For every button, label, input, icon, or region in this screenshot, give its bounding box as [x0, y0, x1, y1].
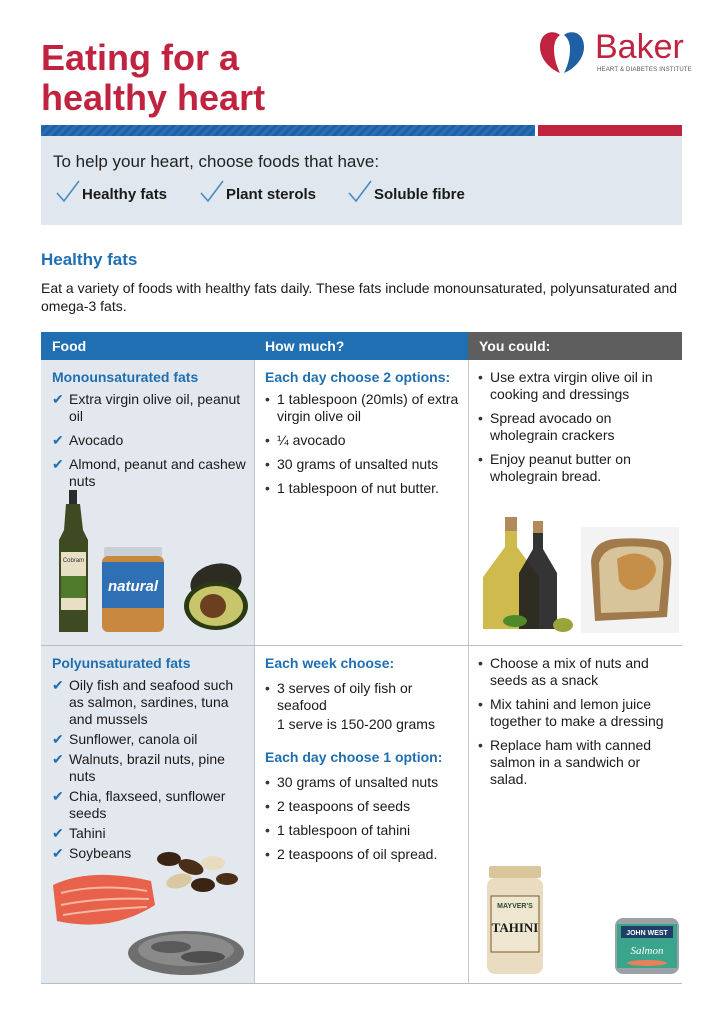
mono-foods-image [56, 490, 251, 635]
poly-foods-image [51, 847, 251, 980]
header-food: Food [41, 332, 254, 360]
intro-item-plant-sterols [226, 186, 316, 203]
list-item: ✔ Avocado [52, 432, 247, 449]
poly-food-cell [52, 655, 250, 865]
intro-item-label: Soluble fibre [374, 186, 465, 203]
list-item: • Use extra virgin olive oil in cooking and dressings [478, 369, 678, 403]
row-divider [41, 645, 682, 646]
baker-logo [538, 27, 692, 77]
header-stripe-red [538, 125, 682, 136]
oil-vinegar-bottles-icon [483, 517, 573, 632]
salmon-tin-icon [615, 918, 679, 974]
list-item: • Choose a mix of nuts and seeds as a snack [478, 655, 678, 689]
list-item: • 30 grams of unsalted nuts [265, 774, 463, 791]
list-item: • Spread avocado on wholegrain crackers [478, 410, 678, 444]
header-how-much: How much? [254, 332, 468, 360]
list-item: • 2 teaspoons of oil spread. [265, 846, 463, 863]
intro-box [41, 136, 682, 225]
title-line-2: healthy heart [41, 77, 266, 118]
poly-how-title-week: Each week choose: [265, 655, 395, 671]
header-stripe-blue [41, 125, 535, 136]
list-item: ✔ Tahini [52, 825, 250, 842]
poly-how-title-day: Each day choose 1 option: [265, 749, 443, 765]
intro-item-soluble-fibre [374, 186, 465, 203]
peanut-butter-jar-icon [102, 547, 164, 632]
chia-seeds-icon [128, 931, 244, 975]
tahini-label: TAHINI [491, 920, 539, 935]
list-item: ✔ Almond, peanut and cashew nuts [52, 456, 247, 490]
salmon-fillet-icon [53, 875, 155, 925]
brazil-nuts-icon [157, 852, 238, 892]
mono-could-cell [478, 369, 678, 492]
tahini-brand-label: MAYVER'S [497, 903, 533, 910]
olive-oil-bottle-icon [59, 490, 88, 632]
title-line-1: Eating for a [41, 37, 240, 78]
section-title: Healthy fats [41, 250, 138, 269]
poly-food-title: Polyunsaturated fats [52, 655, 191, 671]
list-item: • 1 tablespoon (20mls) of extra virgin olive oil [265, 391, 463, 425]
check-icon [198, 179, 226, 205]
toast-with-peanut-butter-icon [581, 527, 679, 633]
list-item: • 2 teaspoons of seeds [265, 798, 463, 815]
mono-how-title: Each day choose 2 options: [265, 369, 451, 385]
list-item: • Replace ham with canned salmon in a sandwich or salad. [478, 737, 678, 788]
mono-could-image [477, 517, 679, 633]
list-item: • Mix tahini and lemon juice together to make a dressing [478, 696, 678, 730]
poly-could-image [485, 866, 681, 976]
intro-item-label: Plant sterols [226, 186, 317, 203]
list-item: • 1 tablespoon of nut butter. [265, 480, 463, 497]
list-item: ✔ Walnuts, brazil nuts, pine nuts [52, 751, 250, 785]
serve-note: 1 serve is 150-200 grams [277, 716, 435, 732]
list-item: • 1 tablespoon of tahini [265, 822, 463, 839]
column-divider [254, 360, 255, 984]
page-title [41, 38, 265, 118]
avocado-icon [184, 558, 248, 630]
list-item: • ¼ avocado [265, 432, 463, 449]
list-item: • Enjoy peanut butter on wholegrain bread. [478, 451, 678, 485]
oil-label: Cobram [62, 558, 85, 564]
mono-food-title: Monounsaturated fats [52, 369, 199, 385]
heart-logo-icon [538, 27, 586, 75]
intro-item-healthy-fats [82, 186, 167, 203]
logo-name: Baker [595, 28, 684, 66]
check-icon [54, 179, 82, 205]
list-item: • 3 serves of oily fish or seafood [265, 680, 463, 714]
list-item: ✔ Extra virgin olive oil, peanut oil [52, 391, 247, 425]
mono-how-cell [265, 369, 463, 504]
list-item: ✔ Sunflower, canola oil [52, 731, 250, 748]
tin-label: Salmon [630, 945, 664, 957]
list-item: ✔ Oily fish and seafood such as salmon, sardines, tuna and mussels [52, 677, 250, 728]
list-item: ✔ Chia, flaxseed, sunflower seeds [52, 788, 250, 822]
intro-text: To help your heart, choose foods that have: [53, 152, 380, 171]
table-bottom-border [41, 983, 682, 984]
poly-how-cell [265, 655, 463, 870]
mono-food-cell [52, 369, 247, 497]
jar-label: natural [107, 578, 159, 595]
list-item: • 30 grams of unsalted nuts [265, 456, 463, 473]
poly-could-cell [478, 655, 678, 795]
list-item: ✔ Soybeans [52, 845, 250, 862]
intro-item-label: Healthy fats [82, 186, 168, 203]
tahini-jar-icon [487, 866, 543, 974]
logo-subtitle: HEART & DIABETES INSTITUTE [597, 67, 692, 73]
check-icon [346, 179, 374, 205]
tin-brand-label: JOHN WEST [626, 930, 668, 937]
section-description: Eat a variety of foods with healthy fats daily. These fats include monounsaturated, polyunsaturated and omega-3 fats. [41, 280, 678, 314]
column-divider [468, 360, 469, 984]
food-table [41, 332, 682, 984]
header-you-could: You could: [468, 332, 682, 360]
